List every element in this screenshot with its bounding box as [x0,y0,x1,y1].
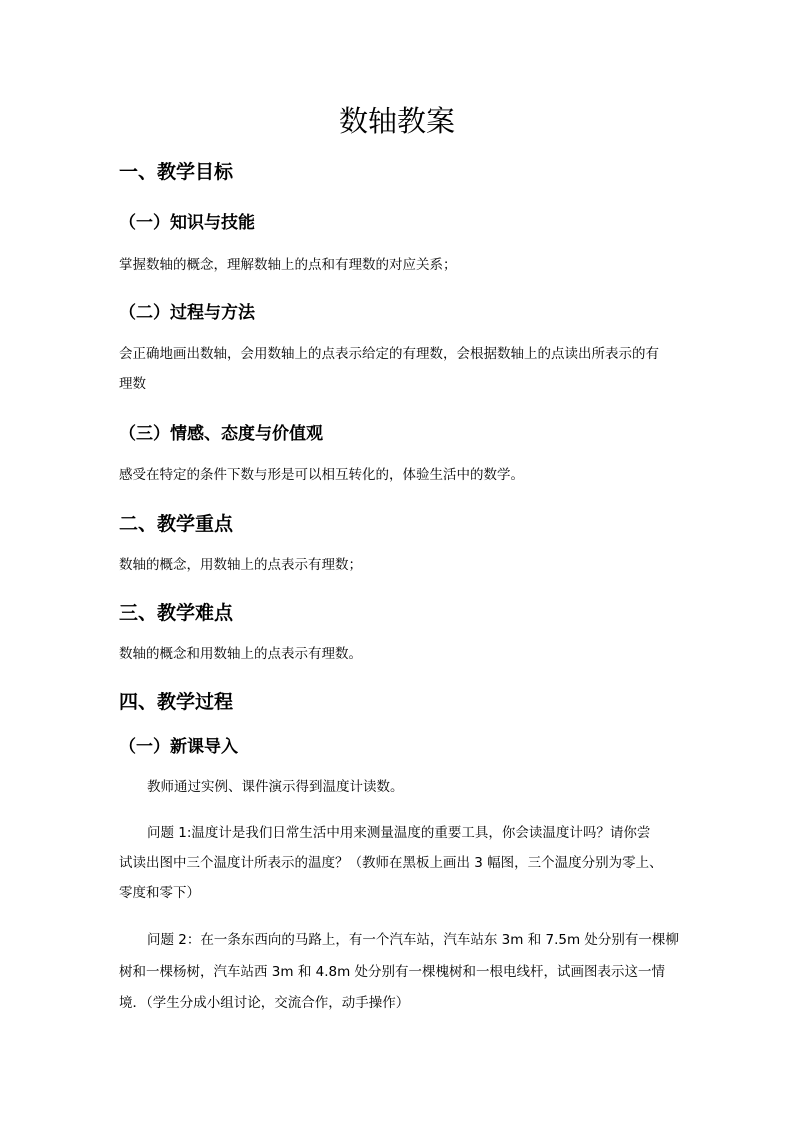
subheading-emotion-values: （三）情感、态度与价值观 [119,424,323,444]
paragraph-question1-line3: 零度和零下） [119,885,200,901]
paragraph-process-method-line2: 理数 [119,376,146,392]
section-heading-difficulties: 三、教学难点 [119,602,234,624]
paragraph-difficulties: 数轴的概念和用数轴上的点表示有理数。 [119,646,362,662]
subheading-lesson-intro: （一）新课导入 [119,737,238,757]
subheading-knowledge-skills: （一）知识与技能 [119,213,255,233]
subheading-process-method: （二）过程与方法 [119,303,255,323]
paragraph-key-points: 数轴的概念，用数轴上的点表示有理数； [119,557,362,573]
paragraph-emotion-values: 感受在特定的条件下数与形是可以相互转化的，体验生活中的数学。 [119,467,524,483]
document-title: 数轴教案 [338,104,455,138]
section-heading-process: 四、教学过程 [119,691,234,713]
paragraph-process-method-line1: 会正确地画出数轴，会用数轴上的点表示给定的有理数，会根据数轴上的点读出所表示的有 [119,346,659,362]
paragraph-lesson-intro: 教师通过实例、课件演示得到温度计读数。 [147,779,404,795]
section-heading-objectives: 一、教学目标 [119,161,234,183]
paragraph-question2-line3: 境．（学生分成小组讨论，交流合作，动手操作） [119,995,410,1011]
paragraph-knowledge-skills: 掌握数轴的概念，理解数轴上的点和有理数的对应关系； [119,257,457,273]
paragraph-question1-line2: 试读出图中三个温度计所表示的温度？（教师在黑板上画出 3 幅图，三个温度分别为零上、 [119,855,663,871]
paragraph-question2-line1: 问题 2：在一条东西向的马路上，有一个汽车站，汽车站东 3m 和 7.5m 处分别有一棵柳 [147,932,679,948]
paragraph-question1-line1: 问题 1:温度计是我们日常生活中用来测量温度的重要工具，你会读温度计吗？请你尝 [147,825,651,841]
paragraph-question2-line2: 树和一棵杨树，汽车站西 3m 和 4.8m 处分别有一棵槐树和一根电线杆，试画图表示这一情 [119,964,666,980]
section-heading-key-points: 二、教学重点 [119,513,234,535]
